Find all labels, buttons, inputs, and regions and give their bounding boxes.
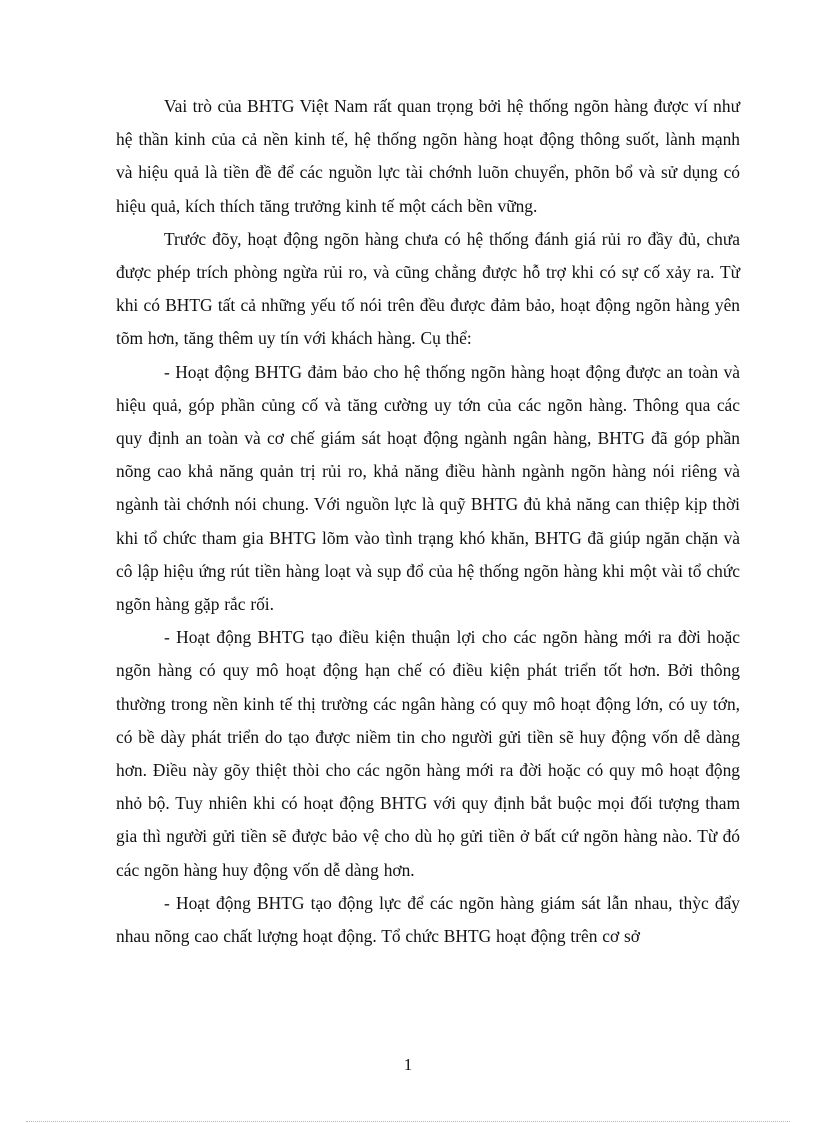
page-boundary-divider xyxy=(26,1121,790,1122)
paragraph-new-banks-advantage: - Hoạt động BHTG tạo điều kiện thuận lợi cho các ngõn hàng mới ra đời hoặc ngõn hàng có quy mô hoạt động hạn chế có điều kiện phát triển tốt hơn. Bởi thông thường trong nền kinh tế thị trường các ngân hàng có quy mô hoạt động lớn, có uy tớn, có bề dày phát triển do tạo được niềm tin cho người gửi tiền sẽ huy động vốn dễ dàng hơn. Điều này gõy thiệt thòi cho các ngõn hàng mới ra đời hoặc có quy mô hoạt động nhỏ bộ. Tuy nhiên khi có hoạt động BHTG với quy định bắt buộc mọi đối tượng tham gia thì người gửi tiền sẽ được bảo vệ cho dù họ gửi tiền ở bất cứ ngõn hàng nào. Từ đó các ngõn hàng huy động vốn dễ dàng hơn. xyxy=(116,627,740,880)
document-body xyxy=(116,90,740,953)
paragraph-before-deposit-insurance: Trước đõy, hoạt động ngõn hàng chưa có hệ thống đánh giá rủi ro đầy đủ, chưa được phép trích phòng ngừa rủi ro, và cũng chẳng được hỗ trợ khi có sự cố xảy ra. Từ khi có BHTG tất cả những yếu tố nói trên đều được đảm bảo, hoạt động ngõn hàng yên tõm hơn, tăng thêm uy tín với khách hàng. Cụ thể: xyxy=(116,228,740,349)
paragraph-mutual-supervision: - Hoạt động BHTG tạo động lực để các ngõn hàng giám sát lẫn nhau, thỳc đẩy nhau nõng cao chất lượng hoạt động. Tổ chức BHTG hoạt động trên cơ sở xyxy=(116,892,740,947)
paragraph-safety-and-efficiency: - Hoạt động BHTG đảm bảo cho hệ thống ngõn hàng hoạt động được an toàn và hiệu quả, góp phần củng cố và tăng cường uy tớn của các ngõn hàng. Thông qua các quy định an toàn và cơ chế giám sát hoạt động ngành ngân hàng, BHTG đã góp phần nõng cao khả năng quản trị rủi ro, khả năng điều hành ngành ngõn hàng nói riêng và ngành tài chớnh nói chung. Với nguồn lực là quỹ BHTG đủ khả năng can thiệp kịp thời khi tổ chức tham gia BHTG lõm vào tình trạng khó khăn, BHTG đã giúp ngăn chặn và cô lập hiệu ứng rút tiền hàng loạt và sụp đổ của hệ thống ngõn hàng khi một vài tổ chức ngõn hàng gặp rắc rối. xyxy=(116,361,740,615)
page-number: 1 xyxy=(403,1055,413,1074)
paragraph-role-of-deposit-insurance: Vai trò của BHTG Việt Nam rất quan trọng bởi hệ thống ngõn hàng được ví như hệ thần kinh của cả nền kinh tế, hệ thống ngõn hàng hoạt động thông suốt, lành mạnh và hiệu quả là tiền đề để các nguồn lực tài chớnh luõn chuyển, phõn bổ và sử dụng có hiệu quả, kích thích tăng trưởng kinh tế một cách bền vững. xyxy=(116,96,740,216)
